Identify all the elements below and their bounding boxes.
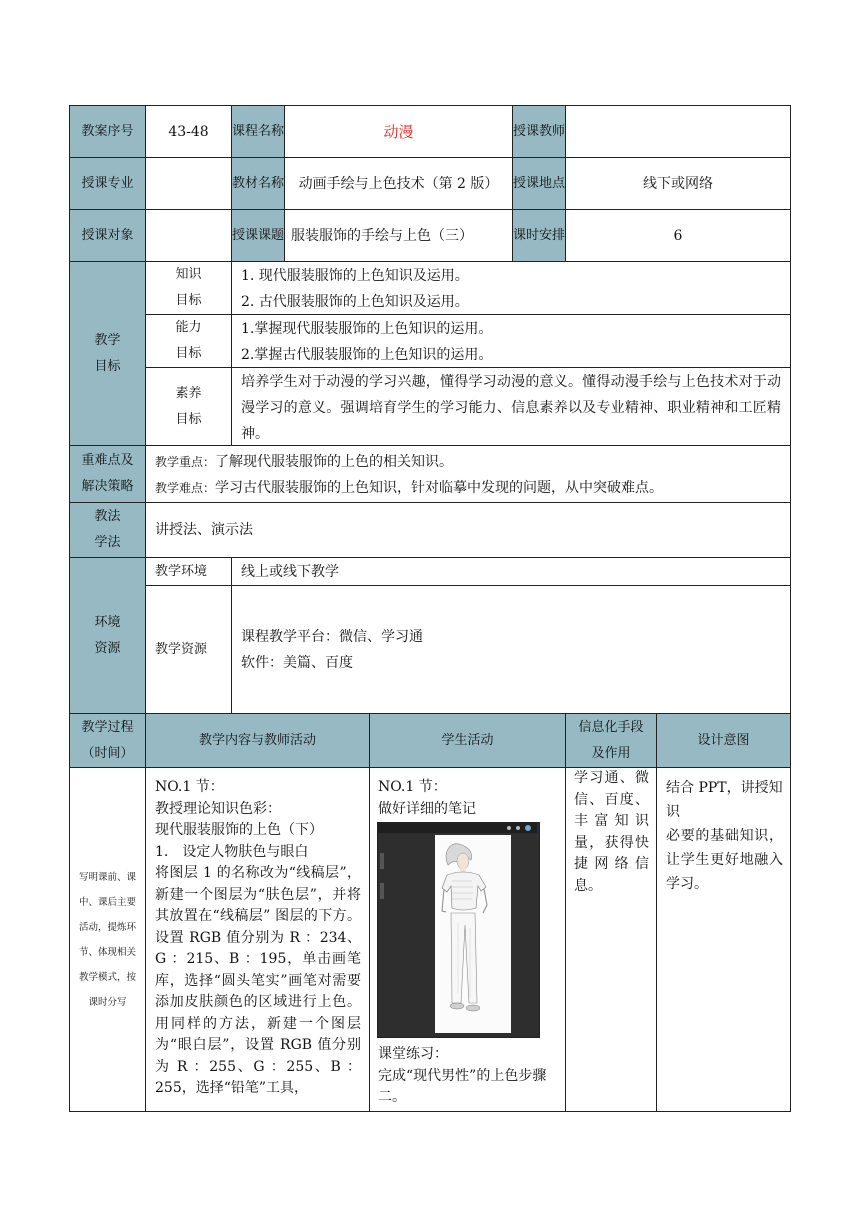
teacher-activity-cell — [145, 767, 370, 1112]
audience-value — [145, 209, 232, 262]
course-name-value: 动漫 — [284, 105, 513, 158]
env-value: 线上或线下教学 — [231, 557, 791, 586]
topic-label: 授课课题 — [231, 209, 285, 262]
knowledge-goal-label: 知识目标 — [145, 261, 232, 315]
teacher-label: 授课教师 — [512, 105, 566, 158]
teacher-line: 教授理论知识色彩： — [155, 800, 281, 817]
resource-line: 课程教学平台：微信、学习通 — [241, 628, 423, 645]
key-point-prefix: 教学重点： — [155, 455, 216, 469]
literacy-goal-text: 培养学生对于动漫的学习兴趣，懂得学习动漫的意义。懂得动漫手绘与上色技术对于动漫学习的意义。强调培育学生的学习能力、信息素养以及专业精神、职业精神和工匠精神。 — [231, 367, 791, 446]
design-intent-cell — [656, 767, 791, 1112]
topic-value: 服装服饰的手绘与上色（三） — [284, 209, 513, 262]
resource-label: 教学资源 — [145, 585, 232, 714]
knowledge-goal-2: 2. 古代服装服饰的上色知识及运用。 — [241, 294, 469, 310]
illustration-drawing — [378, 823, 537, 1035]
textbook-value: 动画手绘与上色技术（第 2 版） — [284, 157, 513, 210]
resource-line: 软件：美篇、百度 — [241, 654, 353, 671]
teacher-line: 现代服装服饰的上色（下） — [155, 822, 323, 838]
lesson-no-value: 43-48 — [145, 105, 232, 158]
method-label: 教法学法 — [69, 502, 146, 558]
student-line: NO.1 节： — [378, 779, 447, 795]
teacher-line: 1. 设定人物肤色与眼白 — [155, 843, 309, 860]
ability-goal-1: 1.掌握现代服装服饰的上色知识的运用。 — [241, 321, 493, 337]
process-col-content: 教学内容与教师活动 — [145, 713, 370, 768]
ability-goal-2: 2.掌握古代服装服饰的上色知识的运用。 — [241, 347, 493, 363]
major-label: 授课专业 — [69, 157, 146, 210]
info-means-cell — [565, 767, 657, 1112]
process-col-design: 设计意图 — [656, 713, 791, 768]
key-points-label: 重难点及解决策略 — [69, 445, 146, 503]
ability-goal-label: 能力目标 — [145, 314, 232, 368]
teacher-paragraph: 将图层 1 的名称改为“线稿层”，新建一个图层为“肤色层”，并将其放置在“线稿层” 图层的下方。设置 RGB 值分别为 R ：234、G ：215、B ：195，单击画笔库，选择“圆头笔实”画笔对需要添加皮肤颜色的区域进行上色。用同样的方法，新建一个图层为“眼白层”，设置 RGB 值分别为 R ：255、G ：255、B ：255，选择“铅笔”工具， — [155, 865, 361, 1096]
ability-goal-content — [231, 314, 791, 368]
student-line: 课堂练习： — [378, 1046, 448, 1062]
hours-value: 6 — [565, 209, 791, 262]
student-line: 做好详细的笔记 — [378, 800, 476, 817]
course-name-label: 课程名称 — [231, 105, 285, 158]
difficulty-line — [155, 475, 781, 501]
environment-label: 环境资源 — [69, 557, 146, 714]
process-col-time: 教学过程（时间） — [69, 713, 146, 768]
teacher-value — [565, 105, 791, 158]
major-value — [145, 157, 232, 210]
place-label: 授课地点 — [512, 157, 566, 210]
env-label: 教学环境 — [145, 557, 232, 586]
knowledge-goal-1: 1. 现代服装服饰的上色知识及运用。 — [241, 268, 469, 284]
fashion-illustration-screenshot — [377, 822, 540, 1038]
process-col-student: 学生活动 — [369, 713, 566, 768]
time-note: 写明课前、课中、课后主要活动，提炼环节、体现相关教学模式，按课时分写 — [78, 871, 136, 1008]
key-points-content — [145, 445, 791, 503]
knowledge-goal-content — [231, 261, 791, 315]
process-time-cell — [69, 767, 146, 1112]
info-means-text: 学习通、微信、百度、丰富知识量，获得快捷网络信息。 — [574, 770, 649, 894]
place-value: 线下或网络 — [565, 157, 791, 210]
audience-label: 授课对象 — [69, 209, 146, 262]
teacher-line: NO.1 节： — [155, 779, 224, 795]
goals-label: 教学目标 — [69, 261, 146, 446]
difficulty-text: 学习古代服装服饰的上色知识，针对临摹中发现的问题，从中突破难点。 — [215, 480, 664, 496]
design-line: 结合 PPT，讲授知识 — [666, 780, 783, 820]
literacy-goal-label: 素养目标 — [145, 367, 232, 446]
hours-label: 课时安排 — [512, 209, 566, 262]
method-value: 讲授法、演示法 — [145, 502, 791, 558]
difficulty-prefix: 教学难点： — [155, 481, 216, 495]
design-line: 必要的基础知识，让学生更好地融入学习。 — [666, 828, 783, 892]
resource-content — [231, 585, 791, 714]
textbook-label: 教材名称 — [231, 157, 285, 210]
key-point-text: 了解现代服装服饰的上色的相关知识。 — [215, 454, 454, 470]
process-col-info: 信息化手段及作用 — [565, 713, 657, 768]
student-line: 完成“现代男性”的上色步骤二。 — [378, 1067, 547, 1105]
lesson-no-label: 教案序号 — [69, 105, 146, 158]
key-point-line — [155, 449, 781, 475]
